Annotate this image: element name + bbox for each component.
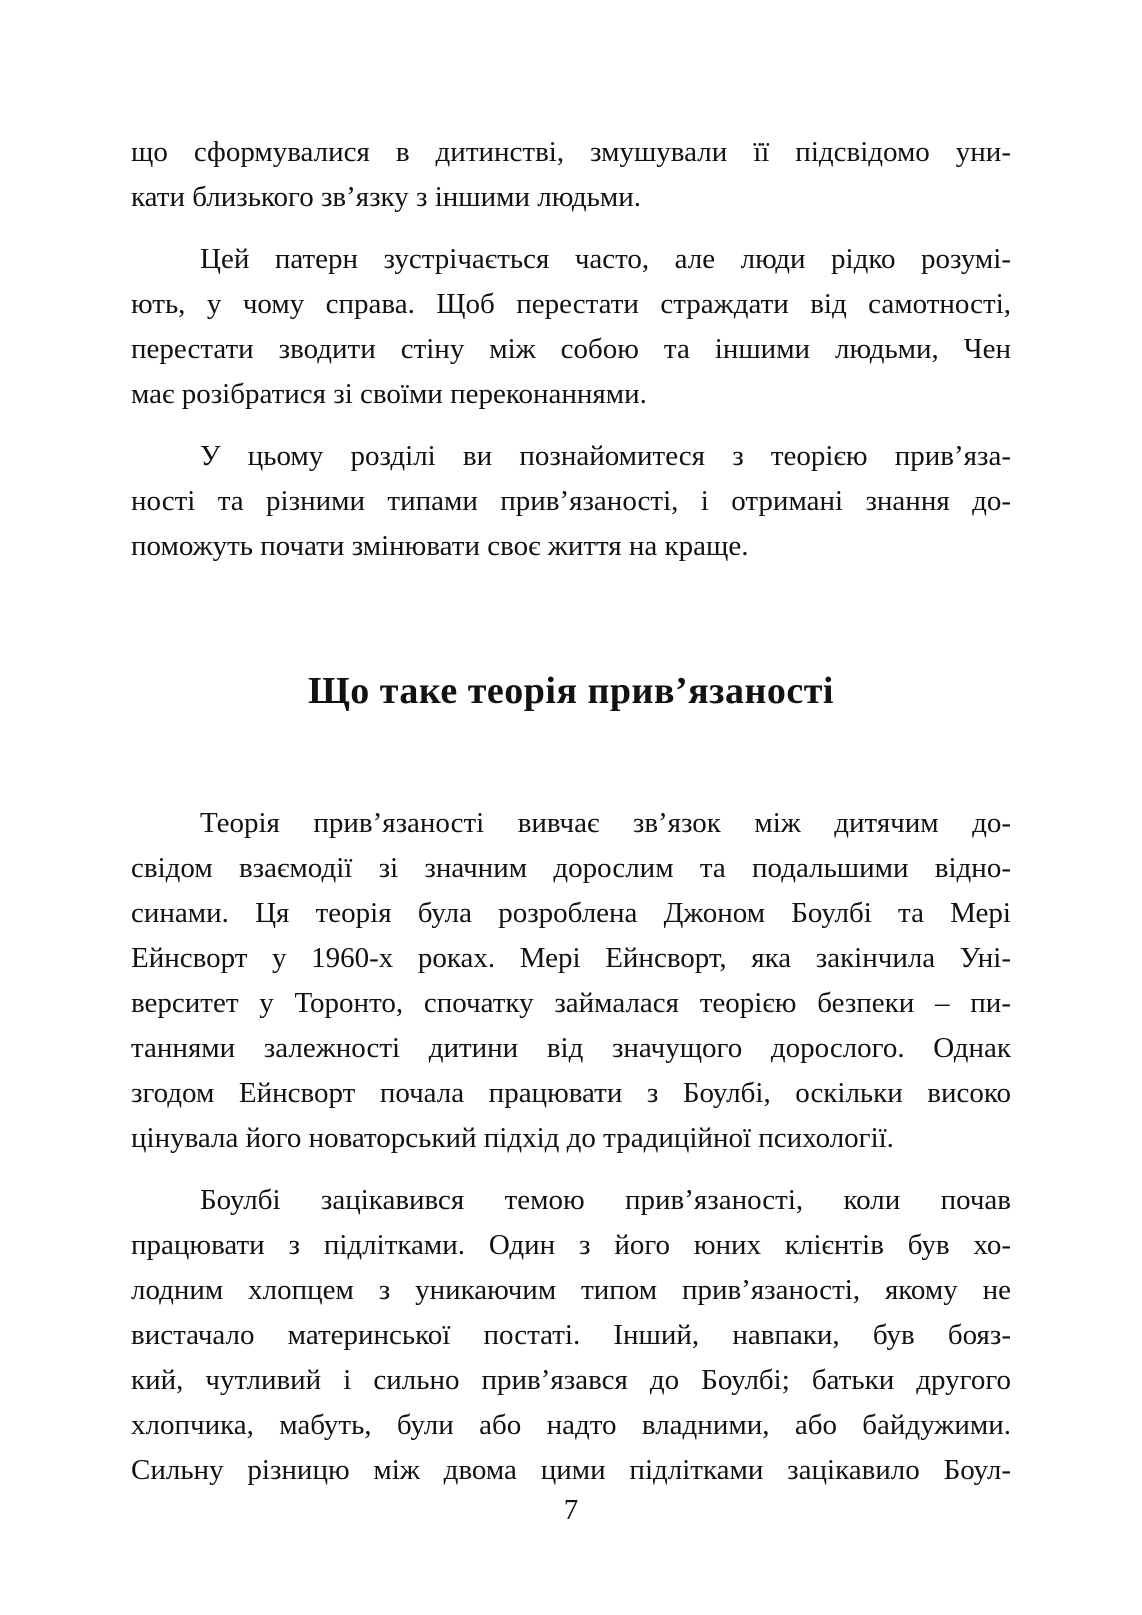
text-line: синами. Ця теорія була розроблена Джоном Боулбі та Мері (131, 897, 1011, 929)
text-line: кий, чутливий і сильно прив’язався до Боулбі; батьки другого (131, 1364, 1011, 1396)
text-line: вистачало материнської постаті. Інший, навпаки, був бояз- (131, 1319, 1011, 1351)
text-line: що сформувалися в дитинстві, змушували її підсвідомо уни- (131, 136, 1011, 168)
text-line: Цей патерн зустрічається часто, але люди рідко розумі- (200, 243, 1011, 275)
paragraph (131, 1178, 1011, 1493)
text-line: Боулбі зацікавився темою прив’язаності, коли почав (200, 1184, 1011, 1216)
text-line: хлопчика, мабуть, були або надто владними, або байдужими. (131, 1409, 1011, 1441)
page-number: 7 (563, 1494, 579, 1526)
paragraph (131, 434, 1011, 569)
text-line: поможуть почати змінювати своє життя на краще. (131, 530, 749, 562)
text-line: цінувала його новаторський підхід до традиційної психології. (131, 1122, 894, 1154)
text-line: У цьому розділі ви познайомитеся з теорією прив’яза- (200, 440, 1011, 472)
text-line: згодом Ейнсворт почала працювати з Боулбі, оскільки високо (131, 1077, 1011, 1109)
text-line: перестати зводити стіну між собою та іншими людьми, Чен (131, 333, 1011, 365)
text-line: свідом взаємодії зі значним дорослим та подальшими відно- (131, 852, 1011, 884)
text-line: ності та різними типами прив’язаності, і отримані знання до- (131, 485, 1011, 517)
paragraph (131, 237, 1011, 417)
text-line: Сильну різницю між двома цими підлітками зацікавило Боул- (131, 1454, 1011, 1486)
text-line: ють, у чому справа. Щоб перестати страждати від самотності, (131, 288, 1011, 320)
text-line: верситет у Торонто, спочатку займалася теорією безпеки – пи- (131, 987, 1011, 1019)
text-line: має розібратися зі своїми переконаннями. (131, 378, 647, 410)
text-line: лодним хлопцем з уникаючим типом прив’язаності, якому не (131, 1274, 1011, 1306)
text-line: Теорія прив’язаності вивчає зв’язок між дитячим до- (200, 807, 1011, 839)
section-heading: Що таке теорія прив’язаності (308, 670, 834, 712)
paragraph (131, 130, 1011, 220)
text-line: кати близького зв’язку з іншими людьми. (131, 181, 642, 213)
paragraph (131, 801, 1011, 1161)
text-line: таннями залежності дитини від значущого дорослого. Однак (131, 1032, 1011, 1064)
text-line: працювати з підлітками. Один з його юних клієнтів був хо- (131, 1229, 1011, 1261)
text-line: Ейнсворт у 1960-х роках. Мері Ейнсворт, яка закінчила Уні- (131, 942, 1011, 974)
page-body (131, 130, 1011, 1510)
